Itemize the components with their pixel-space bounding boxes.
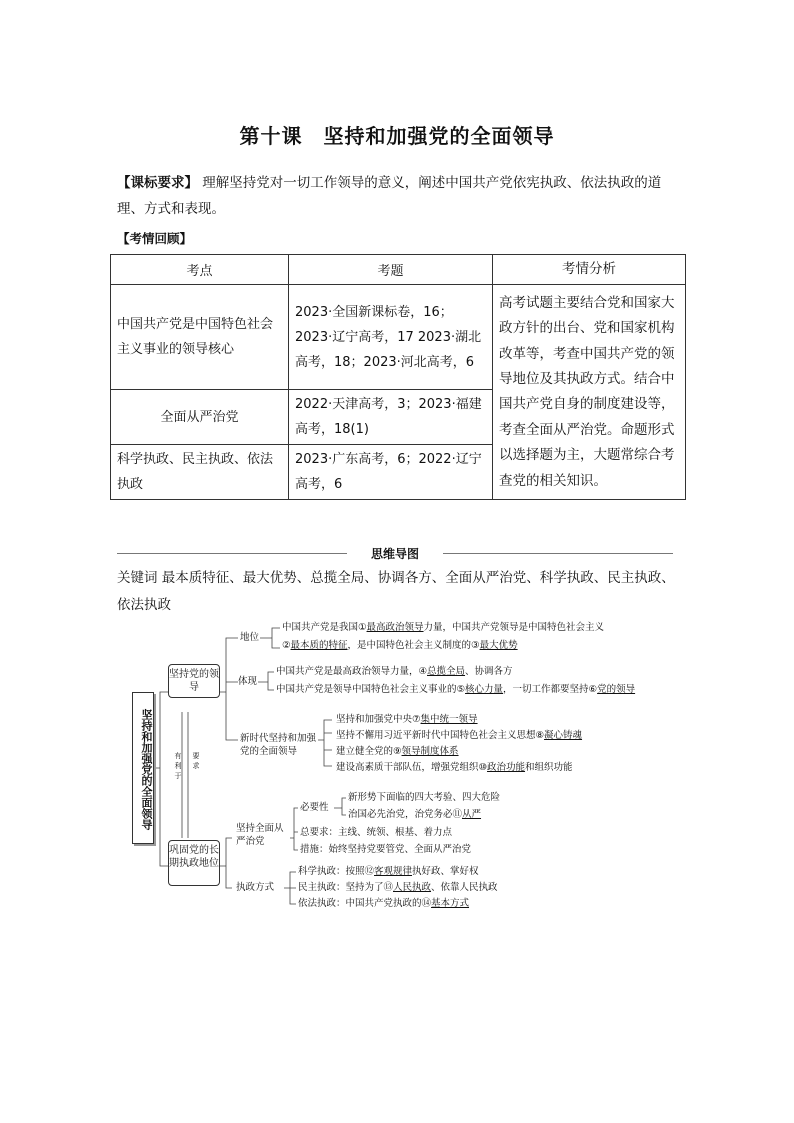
mindmap-heading: 思维导图	[370, 547, 419, 561]
table-cell-point: 全面从严治党	[111, 390, 289, 445]
strict-measure: 措施：始终坚持党要管党、全面从严治党	[300, 844, 472, 855]
mindmap-heading-bar	[117, 545, 673, 561]
branch-new-era: 新时代坚持和加强党的全面领导	[240, 733, 317, 757]
keywords-label: 关键词	[117, 570, 158, 586]
branch-strict-governance: 坚持全面从严治党	[236, 823, 284, 847]
govern-line-1: 科学执政：按照⑫客观规律执好政、掌好权	[298, 866, 479, 877]
table-cell-exams: 2023·全国新课标卷，16；2023·辽宁高考，17 2023·湖北高考，18；2023·河北高考，6	[289, 285, 493, 390]
node-uphold-leadership: 坚持党的领导	[168, 664, 220, 698]
table-cell-analysis: 高考试题主要结合党和国家大政方针的出台、党和国家机构改革等，考查中国共产党的领导地位及其执政方式。结合中国共产党自身的制度建设等，考查全面从严治党。命题形式以选择题为主，大题常综合考查党的相关知识。	[493, 285, 686, 500]
table-cell-exams: 2022·天津高考，3；2023·福建高考，18(1)	[289, 390, 493, 445]
divider	[117, 545, 347, 554]
new-era-line-2: 坚持不懈用习近平新时代中国特色社会主义思想⑧凝心铸魂	[336, 730, 583, 741]
new-era-line-1: 坚持和加强党中央⑦集中统一领导	[336, 714, 478, 725]
embody-line-1: 中国共产党是最高政治领导力量，④总揽全局、协调各方	[276, 666, 513, 677]
table-cell-exams: 2023·广东高考，6；2022·辽宁高考，6	[289, 445, 493, 500]
review-label: 【考情回顾】	[117, 231, 193, 246]
strict-requirement: 总要求：主线、统领、根基、着力点	[300, 827, 453, 838]
keywords-text: 最本质特征、最大优势、总揽全局、协调各方、全面从严治党、科学执政、民主执政、依法执政	[117, 570, 675, 613]
table-cell-point: 中国共产党是中国特色社会主义事业的领导核心	[111, 285, 289, 390]
status-line-2: ②最本质的特征，是中国特色社会主义制度的③最大优势	[282, 640, 518, 651]
table-cell-point: 科学执政、民主执政、依法执政	[111, 445, 289, 500]
new-era-line-4: 建设高素质干部队伍，增强党组织⑩政治功能和组织功能	[336, 762, 573, 773]
table-header-analysis: 考情分析	[493, 255, 686, 285]
node-consolidate-ruling: 巩固党的长期执政地位	[168, 840, 220, 886]
requirement-text: 理解坚持党对一切工作领导的意义，阐述中国共产党依宪执政、依法执政的道理、方式和表现。	[117, 175, 662, 217]
link-label-beneficial: 有利于	[174, 752, 182, 782]
page-title: 第十课 坚持和加强党的全面领导	[239, 124, 555, 148]
necessity-line-1: 新形势下面临的四大考验、四大危险	[348, 792, 501, 803]
embody-line-2: 中国共产党是领导中国特色社会主义事业的⑤核心力量，一切工作都要坚持⑥党的领导	[276, 684, 636, 695]
divider	[443, 545, 673, 554]
branch-governing-mode: 执政方式	[236, 882, 275, 893]
branch-embody: 体现	[238, 676, 258, 687]
new-era-line-3: 建立健全党的⑨领导制度体系	[336, 746, 459, 757]
exam-table	[110, 254, 686, 500]
status-line-1: 中国共产党是我国①最高政治领导力量，中国共产党领导是中国特色社会主义	[282, 622, 605, 633]
root-node: 坚持和加强党的全面领导	[132, 692, 154, 844]
table-header-exam: 考题	[289, 255, 493, 285]
govern-line-2: 民主执政：坚持为了⑬人民执政、依靠人民执政	[298, 882, 498, 893]
table-row	[111, 285, 686, 390]
curriculum-requirement	[117, 170, 685, 222]
keywords-line	[117, 565, 685, 619]
govern-line-3: 依法执政：中国共产党执政的⑭基本方式	[298, 898, 470, 909]
branch-status: 地位	[240, 632, 260, 643]
requirement-label: 【课标要求】	[117, 175, 198, 191]
mindmap	[120, 620, 680, 920]
necessity-line-2: 治国必先治党，治党务必⑪从严	[348, 809, 482, 820]
link-label-requirement: 要求	[192, 752, 200, 772]
necessity-label: 必要性	[300, 802, 329, 813]
table-header-point: 考点	[111, 255, 289, 285]
